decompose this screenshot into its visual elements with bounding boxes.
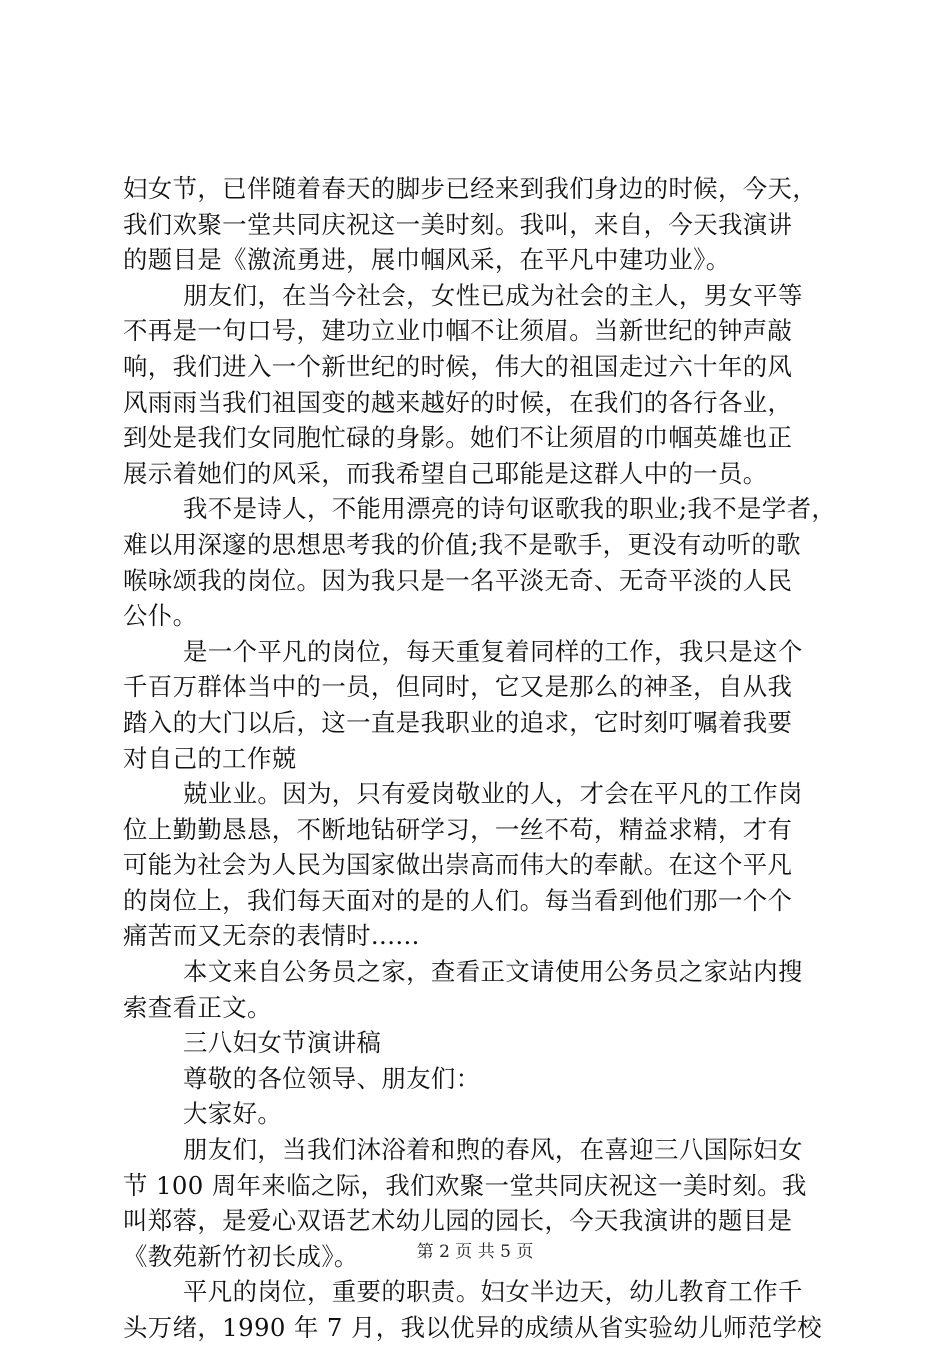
text-line: 公仆。 [123, 601, 198, 631]
text-line: 三八妇女节演讲稿 [183, 1028, 382, 1058]
page-footer: 第 2 页 共 5 页 [416, 1242, 534, 1262]
text-line: 兢业业。因为，只有爱岗敬业的人，才会在平凡的工作岗 [183, 779, 803, 809]
text-line: 痛苦而又无奈的表情时...... [123, 921, 420, 951]
text-line: 的岗位上，我们每天面对的是的人们。每当看到他们那一个个 [123, 885, 793, 915]
text-line: 难以用深邃的思想思考我的价值;我不是歌手，更没有动听的歌 [123, 529, 801, 559]
text-line: 朋友们，当我们沐浴着和煦的春风，在喜迎三八国际妇女 [183, 1135, 803, 1165]
text-line: 本文来自公务员之家，查看正文请使用公务员之家站内搜 [183, 957, 803, 987]
text-line: 索查看正文。 [123, 992, 272, 1022]
text-line: 喉咏颂我的岗位。因为我只是一名平淡无奇、无奇平淡的人民 [123, 565, 793, 595]
text-line: 朋友们，在当今社会，女性已成为社会的主人，男女平等 [183, 280, 803, 310]
text-line: 的题目是《激流勇进，展巾帼风采，在平凡中建功业》。 [123, 245, 731, 275]
text-line: 平凡的岗位，重要的职责。妇女半边天，幼儿教育工作千 [183, 1277, 803, 1307]
text-line: 位上勤勤恳恳，不断地钻研学习，一丝不苟，精益求精，才有 [123, 814, 793, 844]
text-line: 到处是我们女同胞忙碌的身影。她们不让须眉的巾帼英雄也正 [123, 423, 793, 453]
document-body [123, 171, 837, 1346]
text-line: 千百万群体当中的一员，但同时，它又是那么的神圣，自从我 [123, 672, 793, 702]
text-line: 踏入的大门以后，这一直是我职业的追求，它时刻叮嘱着我要 [123, 707, 793, 737]
text-line: 大家好。 [183, 1099, 283, 1129]
text-line: 《教苑新竹初长成》。 [123, 1241, 359, 1271]
text-line: 是一个平凡的岗位，每天重复着同样的工作，我只是这个 [183, 636, 803, 666]
text-line: 不再是一句口号，建功立业巾帼不让须眉。当新世纪的钟声敲 [123, 316, 793, 346]
text-line: 尊敬的各位领导、朋友们： [183, 1063, 481, 1093]
text-line: 展示着她们的风采，而我希望自己耶能是这群人中的一员。 [123, 458, 768, 488]
text-line: 节 100 周年来临之际，我们欢聚一堂共同庆祝这一美时刻。我 [123, 1170, 807, 1200]
text-line: 对自己的工作兢 [123, 743, 297, 773]
text-line: 风雨雨当我们祖国变的越来越好的时候，在我们的各行各业， [123, 387, 793, 417]
text-line: 叫郑蓉，是爱心双语艺术幼儿园的园长，今天我演讲的题目是 [123, 1206, 793, 1236]
text-line: 可能为社会为人民为国家做出崇高而伟大的奉献。在这个平凡 [123, 850, 793, 880]
text-line: 妇女节，已伴随着春天的脚步已经来到我们身边的时候，今天， [123, 174, 818, 203]
text-line: 响，我们进入一个新世纪的时候，伟大的祖国走过六十年的风 [123, 351, 793, 381]
text-line: 头万绪，1990 年 7 月，我以优异的成绩从省实验幼儿师范学校 [123, 1313, 823, 1342]
text-line: 我不是诗人，不能用漂亮的诗句讴歌我的职业;我不是学者， [183, 494, 837, 524]
text-line: 我们欢聚一堂共同庆祝这一美时刻。我叫，来自，今天我演讲 [123, 209, 793, 239]
